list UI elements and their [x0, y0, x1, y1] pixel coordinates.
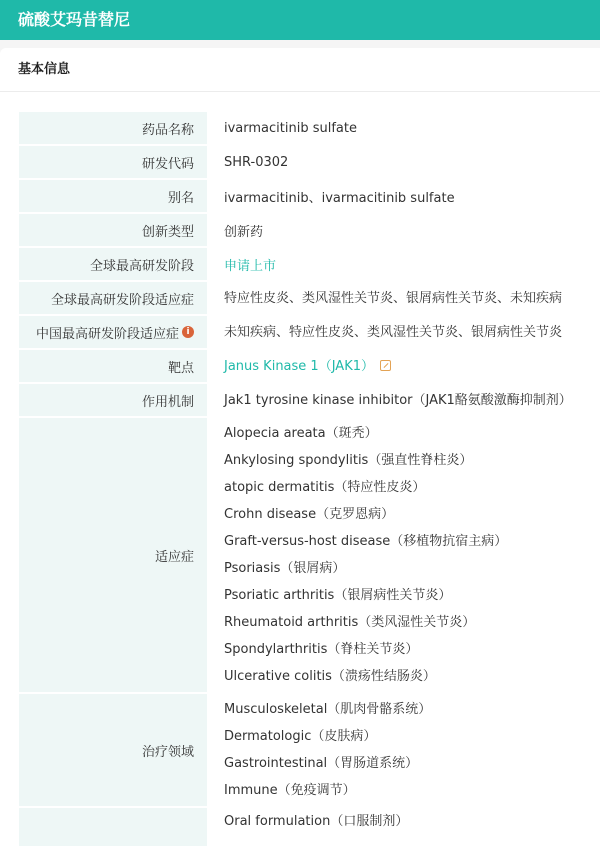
- row-value: SHR-0302: [224, 154, 289, 170]
- page-title: 硫酸艾玛昔替尼: [18, 10, 131, 29]
- row-value: 创新药: [224, 224, 264, 240]
- row-label: 全球最高研发阶段: [19, 248, 207, 280]
- row-label: 靶点: [19, 350, 207, 382]
- row-value: 未知疾病、特应性皮炎、类风湿性关节炎、银屑病性关节炎: [224, 324, 563, 340]
- table-row: [19, 350, 600, 384]
- info-table: [19, 112, 600, 848]
- row-value: Jak1 tyrosine kinase inhibitor（JAK1酪氨酸激酶抑制剂）: [224, 392, 572, 408]
- row-label: 作用机制: [19, 384, 207, 416]
- table-row: [19, 214, 600, 248]
- list-item: Graft-versus-host disease（移植物抗宿主病）: [224, 534, 508, 549]
- list-item: Spondylarthritis（脊柱关节炎）: [224, 642, 419, 657]
- table-row: [19, 418, 600, 694]
- row-label: 全球最高研发阶段适应症: [19, 282, 207, 314]
- list-item: Ankylosing spondylitis（强直性脊柱炎）: [224, 453, 473, 468]
- row-label: [19, 316, 207, 348]
- table-row: [19, 316, 600, 350]
- card-title: 基本信息: [0, 48, 600, 92]
- row-label: 研发代码: [19, 146, 207, 178]
- list-item: atopic dermatitis（特应性皮炎）: [224, 480, 426, 495]
- list-item: Gastrointestinal（胃肠道系统）: [224, 756, 419, 771]
- row-value: 特应性皮炎、类风湿性关节炎、银屑病性关节炎、未知疾病: [224, 290, 563, 306]
- list-item: Alopecia areata（斑秃）: [224, 426, 378, 441]
- table-row: [19, 282, 600, 316]
- list-item: Psoriatic arthritis（银屑病性关节炎）: [224, 588, 452, 603]
- table-row: [19, 180, 600, 214]
- list-item: Psoriasis（银屑病）: [224, 561, 346, 576]
- page-header: [0, 0, 600, 40]
- list-item: Rheumatoid arthritis（类风湿性关节炎）: [224, 615, 476, 630]
- list-item: Dermatologic（皮肤病）: [224, 729, 377, 744]
- row-value: ivarmacitinib、ivarmacitinib sulfate: [224, 190, 455, 206]
- dev-stage-link[interactable]: 申请上市: [224, 258, 277, 274]
- list-item: Musculoskeletal（肌肉骨骼系统）: [224, 702, 432, 717]
- table-row: [19, 112, 600, 146]
- row-label-text: 中国最高研发阶段适应症: [35, 326, 179, 342]
- table-row: [19, 248, 600, 282]
- table-row: [19, 146, 600, 180]
- target-link[interactable]: Janus Kinase 1（JAK1）: [224, 358, 374, 374]
- info-icon[interactable]: i: [182, 326, 194, 338]
- list-item: Oral formulation（口服制剂）: [224, 814, 409, 829]
- row-value: ivarmacitinib sulfate: [224, 120, 357, 136]
- row-label: 别名: [19, 180, 207, 212]
- table-row: [19, 808, 600, 848]
- external-link-icon[interactable]: [380, 360, 391, 371]
- list-item: Ulcerative colitis（溃疡性结肠炎）: [224, 669, 436, 684]
- row-label: 适应症: [19, 418, 207, 692]
- row-label: 药品名称: [19, 112, 207, 144]
- list-item: Crohn disease（克罗恩病）: [224, 507, 395, 522]
- row-label: [19, 808, 207, 846]
- table-row: [19, 694, 600, 808]
- row-label: 治疗领域: [19, 694, 207, 806]
- list-item: Immune（免疫调节）: [224, 783, 356, 798]
- row-label: 创新类型: [19, 214, 207, 246]
- table-row: [19, 384, 600, 418]
- basic-info-card: [0, 48, 600, 848]
